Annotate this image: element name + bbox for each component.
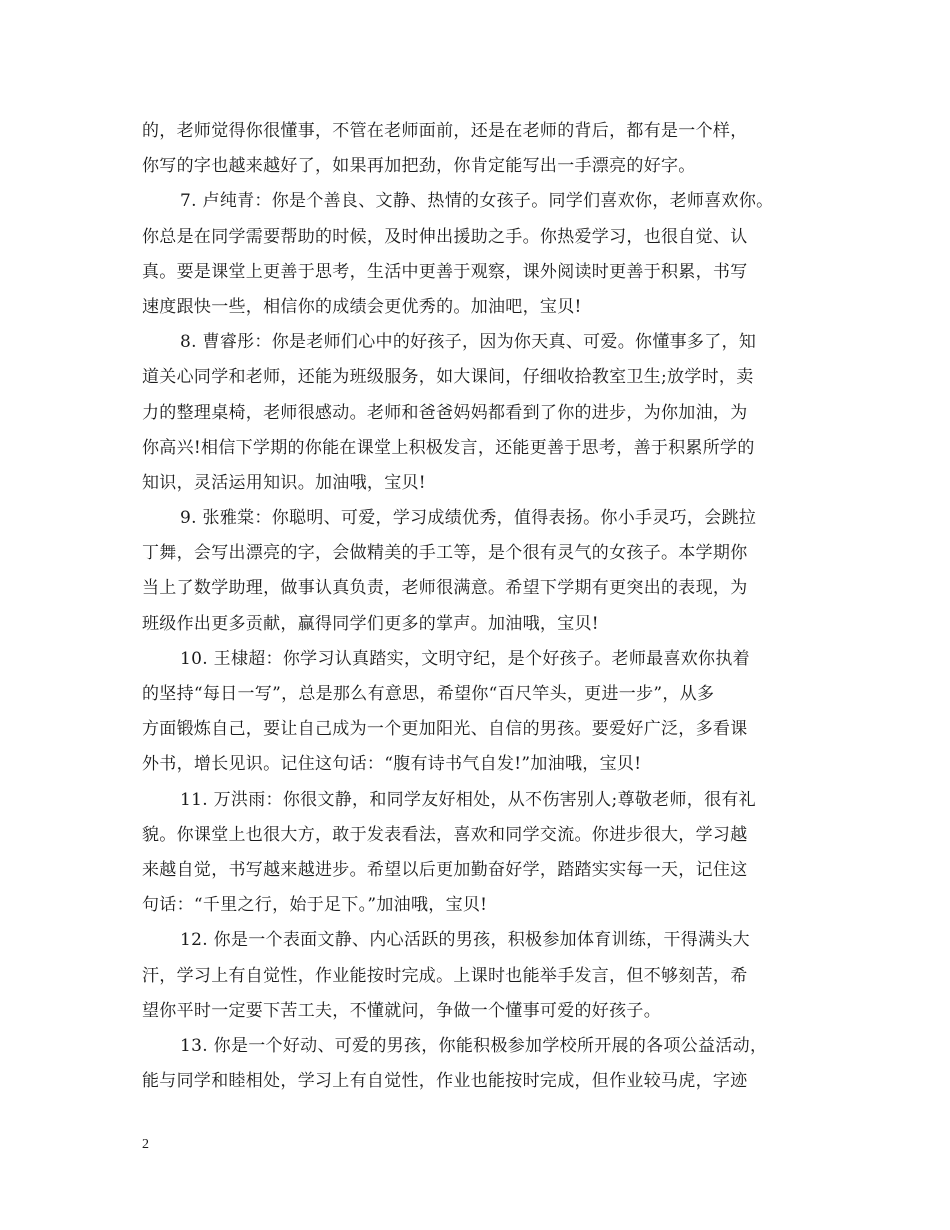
text-line: 你写的字也越来越好了，如果再加把劲，你肯定能写出一手漂亮的好字。 [142, 156, 696, 177]
text-line: 你高兴!相信下学期的你能在课堂上积极发言，还能更善于思考，善于积累所学的 [142, 437, 755, 458]
text-line: 速度跟快一些，相信你的成绩会更优秀的。加油吧，宝贝! [142, 296, 582, 317]
paragraph [142, 114, 812, 184]
text-line: 来越自觉，书写越来越进步。希望以后更加勤奋好学，踏踏实实每一天，记住这 [142, 859, 748, 880]
text-line: 的坚持“每日一写”，总是那么有意思，希望你“百尺竿头，更进一步”，从多 [142, 684, 715, 704]
text-line: 7. 卢纯青：你是个善良、文静、热情的女孩子。同学们喜欢你，老师喜欢你。 [180, 191, 774, 212]
paragraph [142, 923, 812, 1029]
text-line: 的，老师觉得你很懂事，不管在老师面前，还是在老师的背后，都有是一个样， [142, 121, 748, 141]
page-number: 2 [142, 1137, 149, 1152]
text-line: 力的整理桌椅，老师很感动。老师和爸爸妈妈都看到了你的进步，为你加油，为 [142, 402, 748, 423]
paragraph [142, 184, 812, 325]
text-line: 丁舞，会写出漂亮的字，会做精美的手工等，是个很有灵气的女孩子。本学期你 [142, 543, 748, 564]
text-line: 汗，学习上有自觉性，作业能按时完成。上课时也能举手发言，但不够刻苦，希 [142, 965, 748, 986]
text-line: 能与同学和睦相处，学习上有自觉性，作业也能按时完成，但作业较马虎，字迹 [142, 1071, 748, 1092]
text-line: 当上了数学助理，做事认真负责，老师很满意。希望下学期有更突出的表现，为 [142, 578, 748, 599]
document-body [142, 114, 812, 1099]
paragraph [142, 642, 812, 783]
text-line: 句话：“千里之行，始于足下。”加油哦，宝贝! [142, 895, 488, 916]
text-line: 外书，增长见识。记住这句话：“腹有诗书气自发!”加油哦，宝贝! [142, 754, 642, 775]
text-line: 11. 万洪雨：你很文静，和同学友好相处，从不伤害别人;尊敬老师，很有礼 [180, 789, 756, 810]
text-line: 13. 你是一个好动、可爱的男孩，你能积极参加学校所开展的各项公益活动， [180, 1035, 768, 1056]
text-line: 道关心同学和老师，还能为班级服务，如大课间，仔细收拾教室卫生;放学时，卖 [142, 367, 754, 388]
paragraph [142, 783, 812, 924]
text-line: 知识，灵活运用知识。加油哦，宝贝! [142, 472, 426, 493]
text-line: 你总是在同学需要帮助的时候，及时伸出援助之手。你热爱学习，也很自觉、认 [142, 226, 748, 247]
paragraph [142, 501, 812, 642]
text-line: 8. 曹睿彤：你是老师们心中的好孩子，因为你天真、可爱。你懂事多了，知 [180, 332, 757, 353]
paragraph [142, 325, 812, 501]
text-line: 貌。你课堂上也很大方，敢于发表看法，喜欢和同学交流。你进步很大，学习越 [142, 824, 748, 845]
paragraph [142, 1029, 812, 1099]
text-line: 真。要是课堂上更善于思考，生活中更善于观察，课外阅读时更善于积累，书写 [142, 261, 748, 282]
text-line: 9. 张雅棠：你聪明、可爱，学习成绩优秀，值得表扬。你小手灵巧，会跳拉 [180, 508, 757, 529]
text-line: 望你平时一定要下苦工夫，不懂就问，争做一个懂事可爱的好孩子。 [142, 1000, 661, 1021]
text-line: 12. 你是一个表面文静、内心活跃的男孩，积极参加体育训练，干得满头大 [180, 930, 750, 951]
text-line: 10. 王棣超：你学习认真踏实，文明守纪，是个好孩子。老师最喜欢你执着 [180, 648, 750, 669]
text-line: 方面锻炼自己，要让自己成为一个更加阳光、自信的男孩。要爱好广泛，多看课 [142, 719, 748, 740]
text-line: 班级作出更多贡献，赢得同学们更多的掌声。加油哦，宝贝! [142, 613, 599, 634]
